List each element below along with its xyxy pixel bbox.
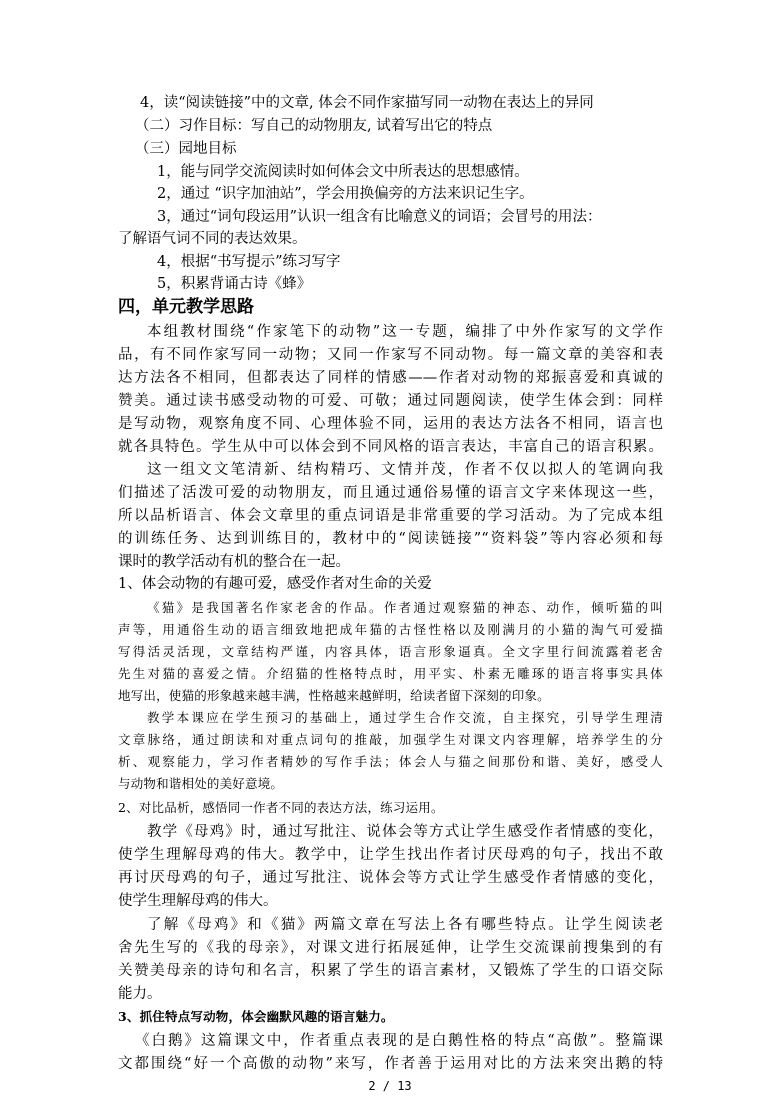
objective-line: （三）园地目标	[135, 141, 237, 157]
paragraph-line: 《猫》是我国著名作家老舍的作品。作者通过观察猫的神态、动作，倾听猫的叫	[147, 600, 663, 615]
objective-line: 4，读“阅读链接”中的文章, 体会不同作家描写同一动物在表达上的异同	[140, 95, 594, 111]
paragraph-line: 先生对猫的喜爱之情。介绍猫的性格特点时，用平实、朴素无雕琢的语言将事实具体	[118, 666, 663, 681]
objective-line: （二）习作目标：写自己的动物朋友, 试着写出它的特点	[135, 118, 493, 134]
paragraph-line: 再讨厌母鸡的句子，通过写批注、说体会等方式让学生感受作者情感的变化，	[118, 870, 663, 886]
paragraph-line: 文都围绕“好一个高傲的动物”来写，作者善于运用对比的方法来突出鹅的特	[118, 1056, 663, 1072]
paragraph-line: 《白鹅》这篇课文中，作者重点表现的是白鹅性格的特点“高傲”。整篇课	[135, 1033, 663, 1049]
paragraph-line: 了解《母鸡》和《猫》两篇文章在写法上各有哪些特点。让学生阅读老	[147, 917, 663, 933]
subheading: 2、对比品析，感悟同一作者不同的表达方法，练习运用。	[118, 800, 444, 815]
objective-line: 2，通过 “识字加油站”，学会用换偏旁的方法来识记生字。	[157, 186, 534, 202]
paragraph-line: 本组教材围绕“作家笔下的动物”这一专题，编排了中外作家写的文学作	[147, 324, 663, 340]
paragraph-line: 能力。	[118, 986, 162, 1002]
paragraph-line: 写得活灵活现，文章结构严谨，内容具体，语言形象逼真。全文字里行间流露着老舍	[118, 644, 663, 659]
objective-line: 4，根据“书写提示”练习写字	[157, 254, 341, 270]
paragraph-line: 是写动物，观察角度不同、心理体验不同，运用的表达方法各不相同，语言也	[118, 416, 663, 432]
paragraph-line: 就各具特色。学生从中可以体会到不同风格的语言表达，丰富自己的语言积累。	[118, 439, 663, 455]
objective-line: 1，能与同学交流阅读时如何体会文中所表达的思想感情。	[157, 164, 529, 180]
objective-line: 3，通过“词句段运用”认识一组含有比喻意义的词语；会冒号的用法：	[157, 209, 602, 225]
paragraph-line: 们描述了活泼可爱的动物朋友，而且通过通俗易懂的语言文字来体现这一些，	[118, 485, 663, 501]
section-heading: 四，单元教学思路	[118, 297, 254, 317]
paragraph-line: 达方法各不相同，但都表达了同样的情感——作者对动物的郑振喜爱和真诚的	[118, 370, 663, 386]
paragraph-line: 赞美。通过读书感受动物的可爱、可敬；通过同题阅读，使学生体会到：同样	[118, 393, 663, 409]
paragraph-line: 与动物和谐相处的美好意境。	[118, 776, 284, 791]
paragraph-line: 教学本课应在学生预习的基础上，通过学生合作交流，自主探究，引导学生理清	[147, 710, 663, 725]
paragraph-line: 析、观察能力，学习作者精妙的写作手法；体会人与猫之间那份和谐、美好，感受人	[118, 754, 663, 769]
paragraph-line: 文章脉络，通过朗读和对重点词句的推敲，加强学生对课文内容理解，培养学生的分	[118, 732, 663, 747]
page-number: 2 / 13	[368, 1079, 412, 1093]
paragraph-line: 声等，用通俗生动的语言细致地把成年猫的古怪性格以及刚满月的小猫的淘气可爱描	[118, 622, 663, 637]
paragraph-line: 地写出，使猫的形象越来越丰满，性格越来越鲜明，给读者留下深刻的印象。	[118, 688, 550, 703]
objective-line: 5，积累背诵古诗《蜂》	[157, 276, 312, 292]
subheading: 3、抓住特点写动物，体会幽默风趣的语言魅力。	[118, 1009, 394, 1024]
paragraph-line: 教学《母鸡》时，通过写批注、说体会等方式让学生感受作者情感的变化，	[147, 824, 663, 840]
paragraph-line: 关赞美母亲的诗句和名言，积累了学生的语言素材，又锻炼了学生的口语交际	[118, 963, 663, 979]
paragraph-line: 使学生理解母鸡的伟大。	[118, 893, 278, 909]
paragraph-line: 这一组文文笔清新、结构精巧、文情并茂，作者不仅以拟人的笔调向我	[147, 462, 663, 478]
paragraph-line: 品，有不同作家写同一动物；又同一作家写不同动物。每一篇文章的美容和表	[118, 347, 663, 363]
paragraph-line: 使学生理解母鸡的伟大。教学中，让学生找出作者讨厌母鸡的句子，找出不敢	[118, 847, 663, 863]
paragraph-line: 所以品析语言、体会文章里的重点词语是非常重要的学习活动。为了完成本组	[118, 508, 663, 524]
paragraph-line: 的训练任务、达到训练目的，教材中的“阅读链接”“资料袋”等内容必须和每	[118, 531, 663, 547]
subheading: 1、体会动物的有趣可爱，感受作者对生命的关爱	[118, 576, 432, 592]
paragraph-line: 课时的教学活动有机的整合在一起。	[118, 554, 350, 570]
objective-line: 了解语气词不同的表达效果。	[118, 231, 307, 247]
paragraph-line: 舍先生写的《我的母亲》，对课文进行拓展延伸，让学生交流课前搜集到的有	[118, 940, 663, 956]
